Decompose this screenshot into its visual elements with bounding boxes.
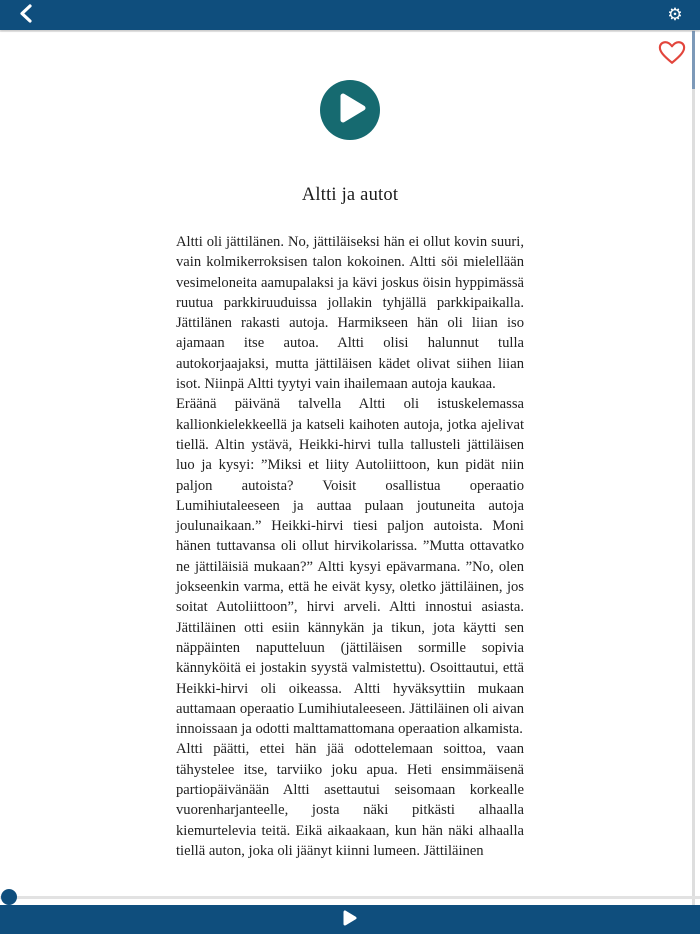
play-story-wrap xyxy=(0,80,700,140)
audio-progress-track[interactable] xyxy=(0,896,700,899)
play-icon xyxy=(343,910,357,929)
settings-button[interactable] xyxy=(663,3,687,27)
story-text xyxy=(176,232,524,861)
story-paragraph: Eräänä päivänä talvella Altti oli istuskelemassa kallionkielekkeellä ja katseli kaihoten autoja, jotka ajelivat tiellä. Altin ystävä, Heikki-hirvi tulla tallusteli jättiläisen luo ja kysyi: ”Miksi et liity Autoliittoon, kun pidät niin paljon autoista? Voisit osallistua operaatio Lumihiutaleeseen ja auttaa pulaan joutuneita autoja joulunaikaan.” Heikki-hirvi tiesi paljon autoista. Moni hänen tuttavansa oli ollut hirvikolarissa. ”Mutta ottavatko ne jättiläisiä mukaan?” Altti kysyi epävarmana. ”No, olen jokseenkin varma, että he eivät kysy, oletko jättiläinen, jos soitat Autoliittoon”, hirvi arveli. Altti innostui asiasta. Jättiläinen otti esiin kännykän ja tikun, jota käytti sen näppäinten naputteluun (jättiläisen sormille sopivia kännyköitä ei jostakin syystä valmistettu). Osoittautui, että Heikki-hirvi oli oikeassa. Altti hyväksyttiin mukaan auttamaan operaatio Lumihiutaleeseen. Jättiläinen oli aivan innoissaan ja odotti malttamattomana operaation alkamista. xyxy=(176,396,524,738)
story-paragraph: Altti päätti, ettei hän jää odottelemaan soittoa, vaan tähystelee itse, tarviiko joku apua. Heti ensimmäisenä partiopäivänään Altti asettautui seisomaan korkealle vuorenharjanteelle, josta näki pitkästi alhaalla kiemurtelevia teitä. Eikä aikaakaan, kun hän näki alhaalla tiellä auton, joka oli jäänyt kiinni lumeen. Jättiläinen xyxy=(176,741,524,859)
scrollbar-track xyxy=(692,30,695,905)
favorite-button[interactable] xyxy=(657,38,687,66)
player-play-button[interactable] xyxy=(338,908,362,932)
back-button[interactable] xyxy=(13,3,37,27)
heart-icon xyxy=(657,54,687,69)
gear-icon: ⚙ xyxy=(667,4,683,25)
play-icon xyxy=(334,93,366,128)
audio-progress-thumb[interactable] xyxy=(1,889,17,905)
story-paragraph: Altti oli jättilänen. No, jättiläiseksi hän ei ollut kovin suuri, vain kolmikerroksisen talon kokoinen. Altti söi mielellään vesimeloneita aamupalaksi ja kävi joskus öisin hyppimässä ruutua parkkiruuduissa jollakin tyhjällä parkkipaikalla. Jättilänen rakasti autoja. Harmikseen hän oli liian iso ajamaan itse autoa. Altti olisi halunnut tulla autokorjaajaksi, mutta jättiläisen kädet olivat siihen liian isot. Niinpä Altti tyytyi vain ihailemaan autoja kaukaa. xyxy=(176,234,524,393)
page-title: Altti ja autot xyxy=(301,185,399,205)
story-page xyxy=(0,30,700,894)
player-bar xyxy=(0,905,700,934)
top-bar xyxy=(0,0,700,30)
play-story-button[interactable] xyxy=(320,80,380,140)
scrollbar-thumb[interactable] xyxy=(692,31,695,89)
chevron-left-icon xyxy=(18,4,33,26)
